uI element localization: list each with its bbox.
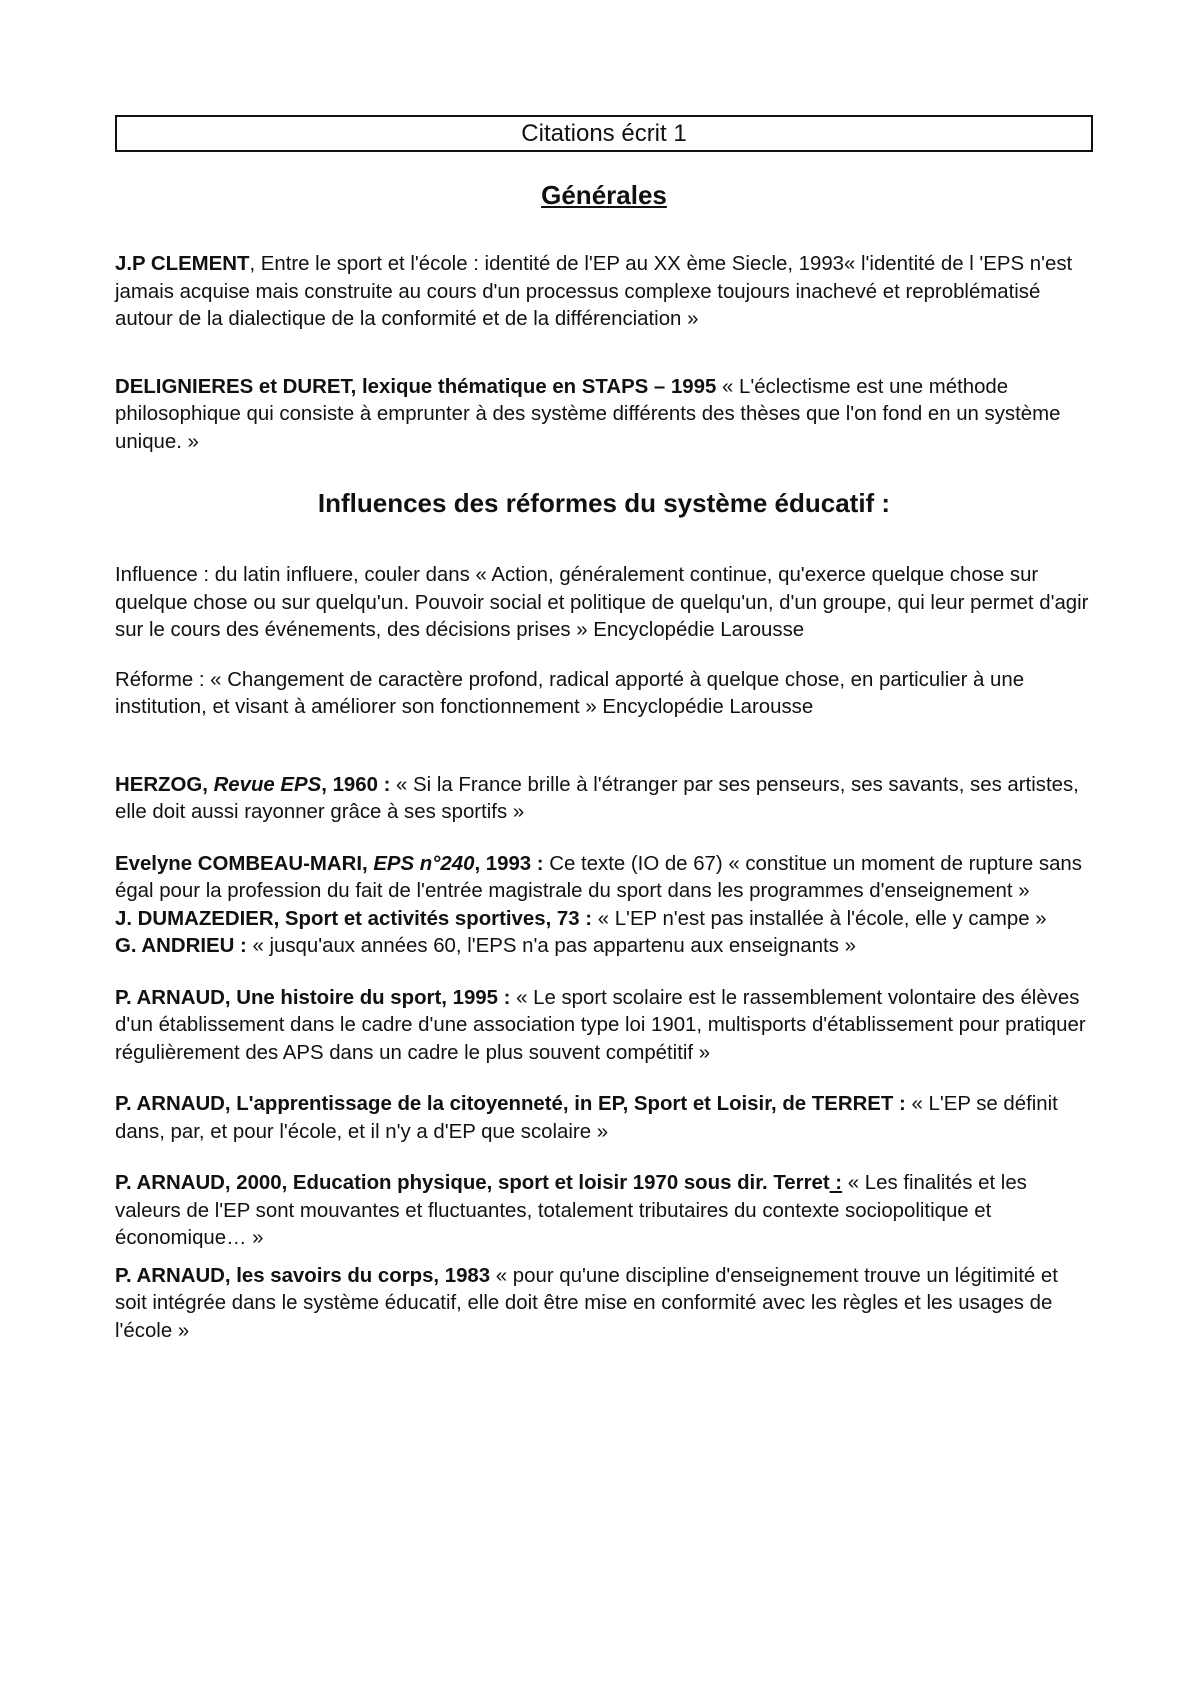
quote-text: « Si la France brille à l'étranger par ses penseurs, ses savants, ses artistes, elle doit aussi rayonner grâce à ses sportifs » <box>115 773 1079 824</box>
quote-arnaud-savoirs-corps <box>115 1263 1093 1346</box>
quote-clement <box>115 251 1093 334</box>
quote-colon: : <box>829 1172 843 1195</box>
quote-text: « L'EP n'est pas installée à l'école, elle y campe » <box>592 907 1047 930</box>
quote-author-suffix: , 1993 : <box>474 852 544 875</box>
section-heading-influences: Influences des réformes du système éducatif : <box>317 488 891 519</box>
quote-dumazedier <box>115 906 1093 934</box>
quote-herzog <box>115 772 1093 827</box>
quote-author-suffix: , 1960 : <box>321 773 391 796</box>
definition-reforme: Réforme : « Changement de caractère profond, radical apporté à quelque chose, en particulier à une institution, et visant à améliorer son fonctionnement » Encyclopédie Larousse <box>115 668 1025 719</box>
quote-author: P. ARNAUD, L'apprentissage de la citoyenneté, in EP, Sport et Loisir, de TERRET : <box>115 1093 906 1116</box>
quote-author: G. ANDRIEU : <box>115 935 247 958</box>
quote-text: « jusqu'aux années 60, l'EPS n'a pas appartenu aux enseignants » <box>246 935 856 958</box>
quote-delignieres <box>115 374 1093 457</box>
document-title: Citations écrit 1 <box>521 119 687 147</box>
quote-text: « L'EP se définit dans, par, et pour l'école, et il n'y a d'EP que scolaire » <box>115 1093 1058 1143</box>
quote-work: Revue EPS <box>213 773 322 796</box>
quote-work: EPS n°240 <box>373 852 475 875</box>
quote-combeau-mari <box>115 851 1093 906</box>
quote-author: DELIGNIERES et DURET, lexique thématique en STAPS – 1995 <box>115 375 717 398</box>
quote-author: P. ARNAUD, les savoirs du corps, 1983 <box>115 1264 491 1287</box>
quote-text: « Le sport scolaire est le rassemblement volontaire des élèves d'un établissement dans le cadre d'une association type loi 1901, multisports d'établissement pour pratiquer régulièrement des APS dans un cadre le plus souvent compétitif » <box>115 986 1086 1064</box>
quote-author: P. ARNAUD, Une histoire du sport, 1995 : <box>115 986 511 1009</box>
quote-andrieu <box>115 933 1093 961</box>
quote-author: P. ARNAUD, 2000, Education physique, sport et loisir 1970 sous dir. Terret <box>115 1172 830 1195</box>
document-page <box>115 115 1093 1345</box>
quote-text: , Entre le sport et l'école : identité de l'EP au XX ème Siecle, 1993« l'identité de l 'EPS n'est jamais acquise mais construite au cours d'un processus complexe toujours inachevé et reproblématisé autour de la dialectique de la conformité et de la différenciation » <box>115 253 1073 331</box>
document-title-box <box>115 115 1093 152</box>
definition-influence: Influence : du latin influere, couler dans « Action, généralement continue, qu'exerce quelque chose sur quelque chose ou sur quelqu'un. Pouvoir social et politique de quelqu'un, d'un groupe, qui leur permet d'agir sur le cours des événements, des décisions prises » Encyclopédie Larousse <box>115 564 1089 642</box>
quote-text: Ce texte (IO de 67) « constitue un moment de rupture sans égal pour la profession du fait de l'entrée magistrale du sport dans les programmes d'enseignement » <box>115 852 1082 903</box>
quote-text: « L'éclectisme est une méthode philosophique qui consiste à emprunter à des système différents des thèses que l'on fond en un système unique. » <box>115 375 1061 453</box>
quote-arnaud-citoyennete <box>115 1091 1093 1146</box>
quote-author: Evelyne COMBEAU-MARI, <box>115 852 374 875</box>
quote-author: J.P CLEMENT <box>115 253 250 276</box>
section-heading-generales: Générales <box>541 180 667 210</box>
quote-arnaud-histoire-sport <box>115 985 1093 1068</box>
quote-arnaud-education-physique <box>115 1170 1093 1253</box>
quote-text: « Les finalités et les valeurs de l'EP sont mouvantes et fluctuantes, totalement tributaires du contexte sociopolitique et économique… » <box>115 1172 1027 1250</box>
quote-text: « pour qu'une discipline d'enseignement trouve un légitimité et soit intégrée dans le système éducatif, elle doit être mise en conformité avec les règles et les usages de l'école » <box>115 1264 1058 1342</box>
quote-author: J. DUMAZEDIER, Sport et activités sportives, 73 : <box>115 907 593 930</box>
quote-author: HERZOG, <box>115 773 214 796</box>
